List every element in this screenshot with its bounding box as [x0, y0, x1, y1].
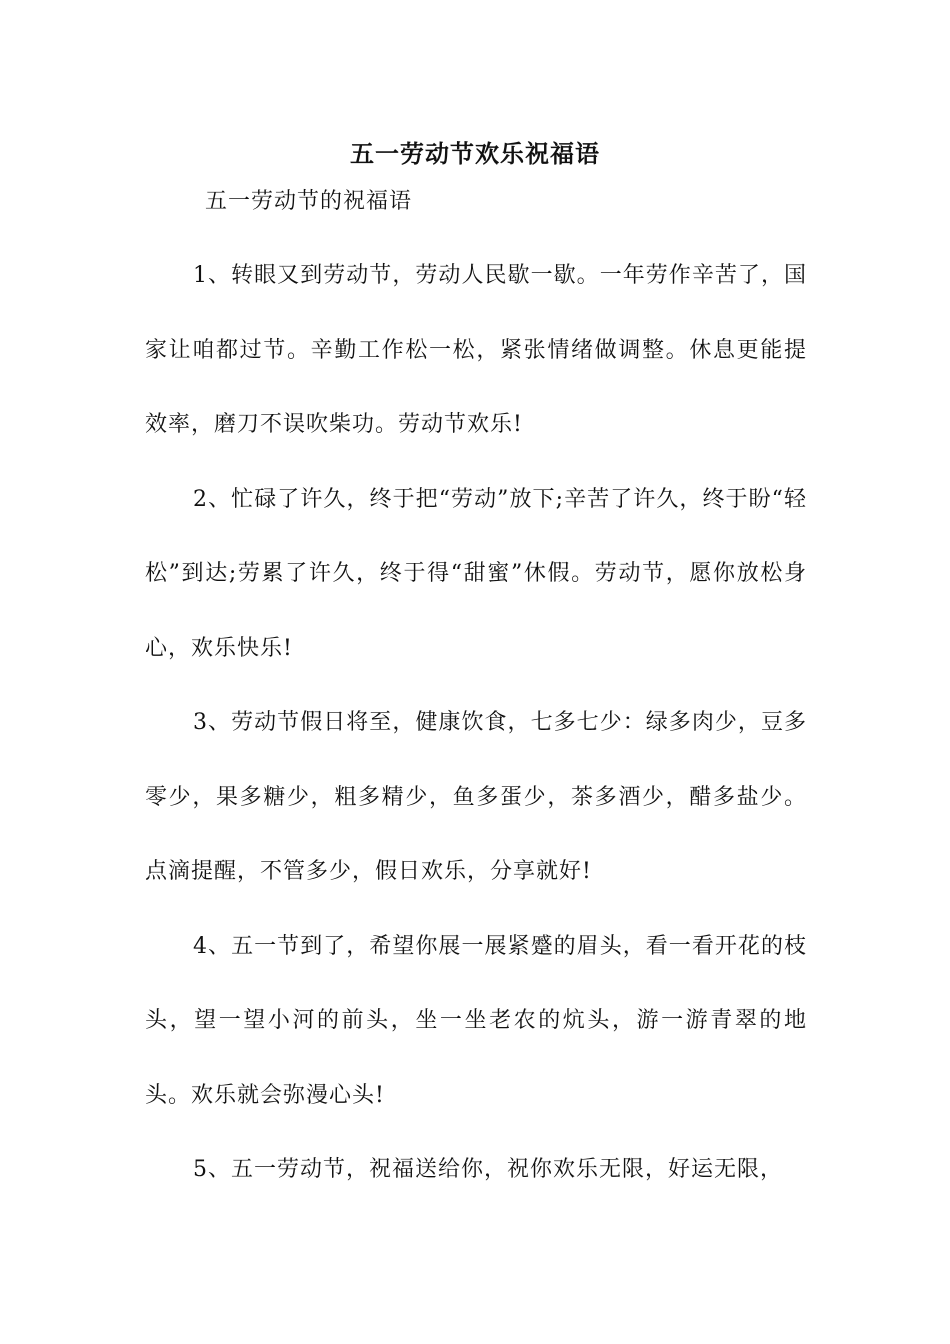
- paragraph-2: 2、忙碌了许久，终于把“劳动”放下;辛苦了许久，终于盼“轻松”到达;劳累了许久，终于得“甜蜜”休假。劳动节，愿你放松身心，欢乐快乐!: [145, 486, 807, 661]
- paragraph-3: 3、劳动节假日将至，健康饮食，七多七少：绿多肉少，豆多零少，果多糖少，粗多精少，鱼多蛋少，茶多酒少，醋多盐少。点滴提醒，不管多少，假日欢乐，分享就好!: [145, 710, 807, 884]
- paragraph-5: 5、五一劳动节，祝福送给你，祝你欢乐无限，好运无限，: [193, 1157, 783, 1182]
- paragraph-1: 1、转眼又到劳动节，劳动人民歇一歇。一年劳作辛苦了，国家让咱都过节。辛勤工作松一松，紧张情绪做调整。休息更能提效率，磨刀不误吹柴功。劳动节欢乐!: [145, 263, 807, 437]
- document-title: 五一劳动节欢乐祝福语: [350, 139, 600, 168]
- document-subtitle: 五一劳动节的祝福语: [205, 189, 413, 214]
- paragraph-4: 4、五一节到了，希望你展一展紧蹙的眉头，看一看开花的枝头，望一望小河的前头，坐一坐老农的炕头，游一游青翠的地头。欢乐就会弥漫心头!: [145, 933, 807, 1108]
- document-body: [145, 239, 807, 1208]
